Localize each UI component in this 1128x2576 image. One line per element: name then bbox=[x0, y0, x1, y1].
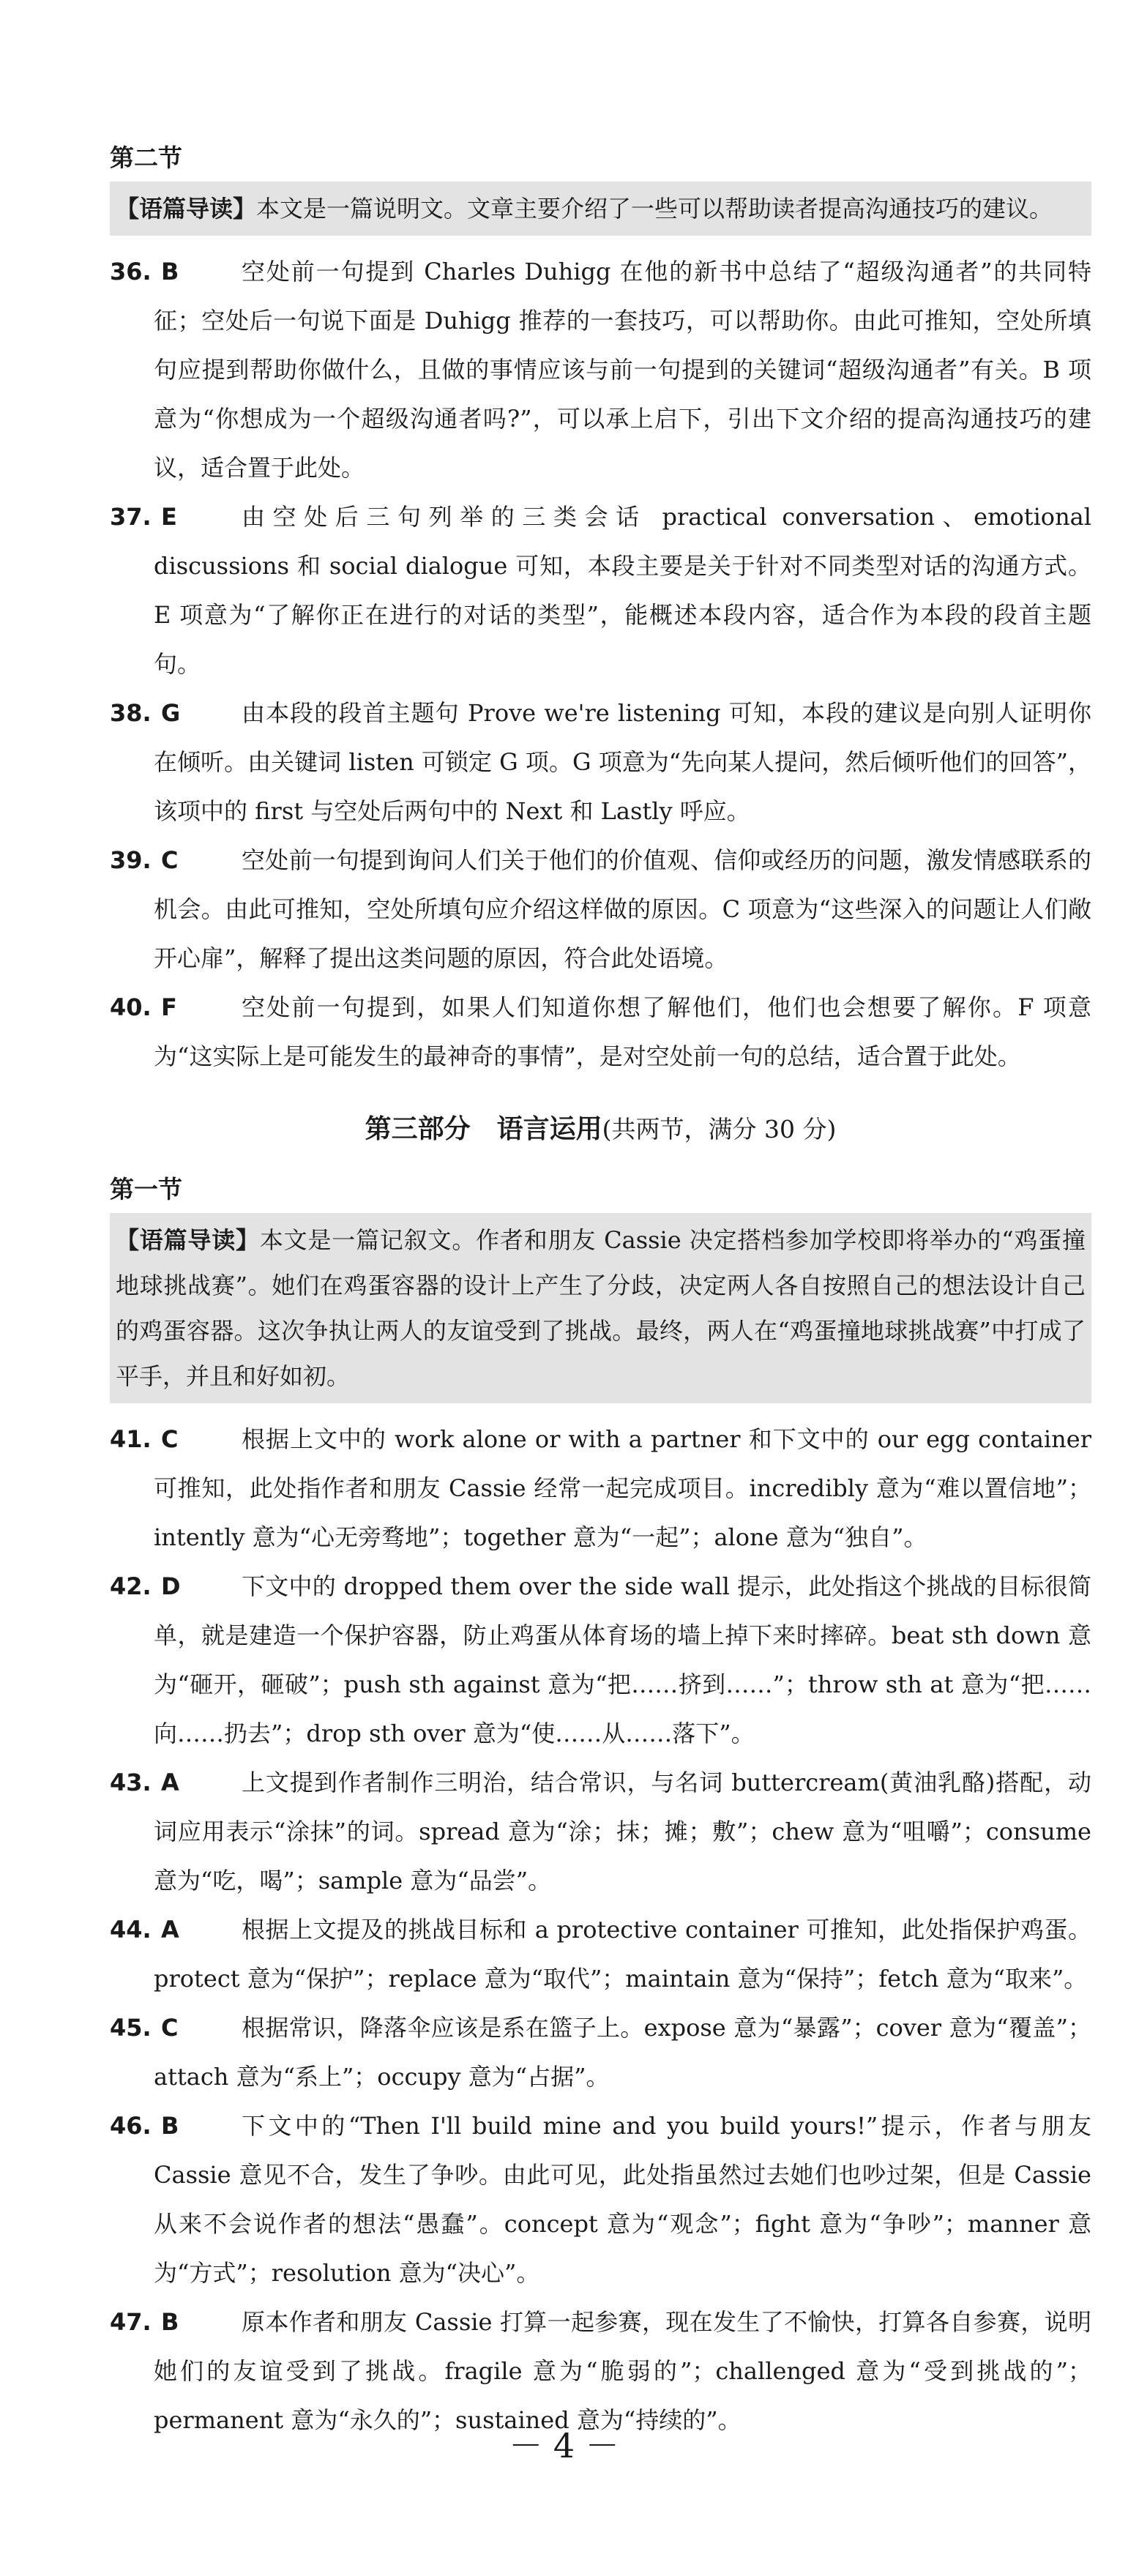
item-explanation: 根据常识，降落伞应该是系在篮子上。expose 意为“暴露”；cover 意为“覆盖”；attach 意为“系上”；occupy 意为“占据”。 bbox=[154, 2014, 1091, 2091]
guide-label: 【语篇导读】 bbox=[116, 195, 257, 223]
item-number: 38. bbox=[110, 699, 152, 727]
item-number: 41. bbox=[110, 1425, 152, 1453]
item-number: 39. bbox=[110, 846, 152, 874]
item-answer: D bbox=[161, 1572, 181, 1600]
item-answer: G bbox=[161, 699, 181, 727]
item-number: 47. bbox=[110, 2308, 152, 2336]
part-title: 第三部分 语言运用 bbox=[365, 1114, 602, 1144]
guide-text: 本文是一篇说明文。文章主要介绍了一些可以帮助读者提高沟通技巧的建议。 bbox=[256, 195, 1053, 223]
section-label: 第一节 bbox=[110, 1175, 182, 1203]
item-answer: A bbox=[161, 1769, 179, 1796]
item-explanation: 空处前一句提到 Charles Duhigg 在他的新书中总结了“超级沟通者”的共同特征；空处后一句说下面是 Duhigg 推荐的一套技巧，可以帮助你。由此可推知，空处所填句应提到帮助你做什么，且做的事情应该与前一句提到的关键词“超级沟通者”有关。B 项意为“你想成为一个超级沟通者吗?”，可以承上启下，引出下文介绍的提高沟通技巧的建议，适合置于此处。 bbox=[154, 258, 1091, 482]
answer-item bbox=[110, 1415, 1091, 1562]
reading-guide-box bbox=[110, 1213, 1091, 1403]
item-explanation: 由本段的段首主题句 Prove we're listening 可知，本段的建议是向别人证明你在倾听。由关键词 listen 可锁定 G 项。G 项意为“先向某人提问，然后倾听他们的回答”，该项中的 first 与空处后两句中的 Next 和 Lastly 呼应。 bbox=[154, 699, 1091, 825]
answer-item bbox=[110, 1562, 1091, 1758]
item-explanation: 下文中的 dropped them over the side wall 提示，此处指这个挑战的目标很简单，就是建造一个保护容器，防止鸡蛋从体育场的墙上掉下来时摔碎。beat sth down 意为“砸开，砸破”；push sth against 意为“把……挤到……”；throw sth at 意为“把……向……扔去”；drop sth over 意为“使……从……落下”。 bbox=[154, 1572, 1091, 1747]
item-number: 43. bbox=[110, 1769, 152, 1796]
item-explanation: 下文中的“Then I'll build mine and you build yours!”提示，作者与朋友 Cassie 意见不合，发生了争吵。由此可见，此处指虽然过去她们也吵过架，但是 Cassie 从来不会说作者的想法“愚蠢”。concept 意为“观念”；fight 意为“争吵”；manner 意为“方式”；resolution 意为“决心”。 bbox=[154, 2112, 1091, 2287]
answer-item bbox=[110, 689, 1091, 836]
answer-item bbox=[110, 1905, 1091, 2004]
item-number: 44. bbox=[110, 1916, 152, 1944]
answer-item bbox=[110, 493, 1091, 689]
part-subtitle: (共两节，满分 30 分) bbox=[602, 1115, 837, 1143]
item-explanation: 原本作者和朋友 Cassie 打算一起参赛，现在发生了不愉快，打算各自参赛，说明她们的友谊受到了挑战。fragile 意为“脆弱的”；challenged 意为“受到挑战的”；permanent 意为“永久的”；sustained 意为“持续的”。 bbox=[154, 2308, 1091, 2434]
item-explanation: 空处前一句提到，如果人们知道你想了解他们，他们也会想要了解你。F 项意为“这实际上是可能发生的最神奇的事情”，是对空处前一句的总结，适合置于此处。 bbox=[154, 993, 1091, 1070]
item-answer: C bbox=[161, 2014, 179, 2042]
item-number: 45. bbox=[110, 2014, 152, 2042]
item-number: 42. bbox=[110, 1572, 152, 1600]
answer-item bbox=[110, 1758, 1091, 1905]
item-answer: B bbox=[161, 2308, 179, 2336]
page-number: － 4 － bbox=[509, 2426, 619, 2465]
part-heading bbox=[110, 1108, 1091, 1151]
item-explanation: 上文提到作者制作三明治，结合常识，与名词 buttercream(黄油乳酪)搭配，动词应用表示“涂抹”的词。spread 意为“涂；抹；摊；敷”；chew 意为“咀嚼”；consume 意为“吃，喝”；sample 意为“品尝”。 bbox=[154, 1769, 1091, 1894]
item-answer: F bbox=[161, 993, 177, 1021]
item-answer: A bbox=[161, 1916, 179, 1944]
item-explanation: 根据上文提及的挑战目标和 a protective container 可推知，此处指保护鸡蛋。protect 意为“保护”；replace 意为“取代”；maintain 意为“保持”；fetch 意为“取来”。 bbox=[154, 1916, 1091, 1993]
item-number: 40. bbox=[110, 993, 152, 1021]
item-answer: B bbox=[161, 2112, 179, 2140]
answer-item bbox=[110, 2102, 1091, 2298]
answer-item bbox=[110, 836, 1091, 983]
item-explanation: 根据上文中的 work alone or with a partner 和下文中的 our egg container 可推知，此处指作者和朋友 Cassie 经常一起完成项目。incredibly 意为“难以置信地”；intently 意为“心无旁骛地”；together 意为“一起”；alone 意为“独自”。 bbox=[154, 1425, 1091, 1551]
item-number: 46. bbox=[110, 2112, 152, 2140]
guide-label: 【语篇导读】 bbox=[116, 1226, 260, 1254]
answer-item bbox=[110, 983, 1091, 1081]
item-answer: C bbox=[161, 846, 179, 874]
item-number: 36. bbox=[110, 258, 152, 285]
answer-item bbox=[110, 247, 1091, 493]
reading-guide-box bbox=[110, 182, 1091, 236]
item-answer: C bbox=[161, 1425, 179, 1453]
item-explanation: 空处前一句提到询问人们关于他们的价值观、信仰或经历的问题，激发情感联系的机会。由此可推知，空处所填句应介绍这样做的原因。C 项意为“这些深入的问题让人们敞开心扉”，解释了提出这类问题的原因，符合此处语境。 bbox=[154, 846, 1091, 972]
guide-text: 本文是一篇记叙文。作者和朋友 Cassie 决定搭档参加学校即将举办的“鸡蛋撞地球挑战赛”。她们在鸡蛋容器的设计上产生了分歧，决定两人各自按照自己的想法设计自己的鸡蛋容器。这次争执让两人的友谊受到了挑战。最终，两人在“鸡蛋撞地球挑战赛”中打成了平手，并且和好如初。 bbox=[116, 1226, 1086, 1390]
item-answer: E bbox=[161, 503, 177, 531]
item-number: 37. bbox=[110, 503, 152, 531]
section-label: 第二节 bbox=[110, 143, 182, 172]
item-explanation: 由空处后三句列举的三类会话 practical conversation、emotional discussions 和 social dialogue 可知，本段主要是关于针对不同类型对话的沟通方式。E 项意为“了解你正在进行的对话的类型”，能概述本段内容，适合作为本段的段首主题句。 bbox=[154, 503, 1091, 678]
item-answer: B bbox=[161, 258, 179, 285]
answer-item bbox=[110, 2004, 1091, 2102]
